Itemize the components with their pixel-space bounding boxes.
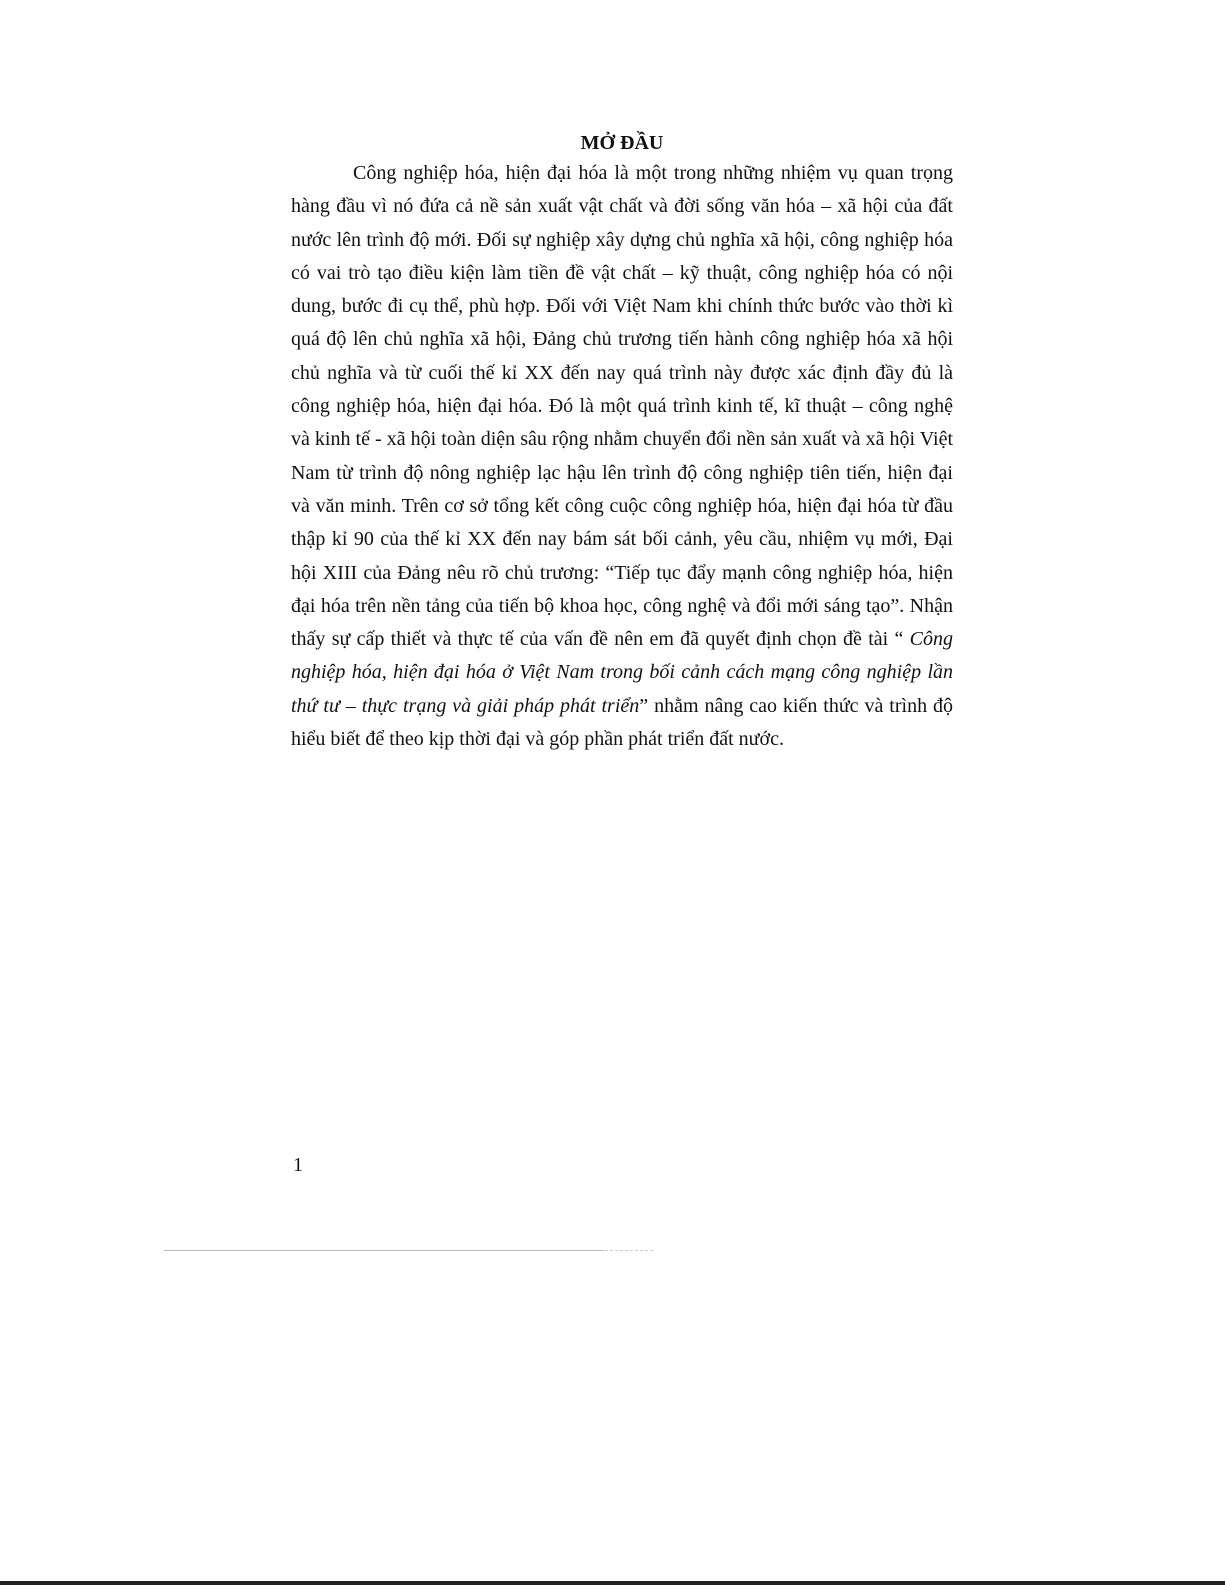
page-bottom-edge	[0, 1581, 1225, 1585]
body-paragraph	[291, 157, 953, 756]
paragraph-italic-topic: Công nghiệp hóa, hiện đại hóa ở Việt Nam trong bối cảnh cách mạng công nghiệp lần thứ tư – thực trạng và giải pháp phát triển	[291, 628, 953, 717]
document-title: MỞ ĐẦU	[580, 132, 664, 154]
footer-divider	[164, 1250, 604, 1251]
page-number: 1	[293, 1154, 303, 1176]
footer-divider-dashed	[605, 1250, 653, 1251]
paragraph-text-start: Công nghiệp hóa, hiện đại hóa là một trong những nhiệm vụ quan trọng hàng đầu vì nó đứa cả nề sản xuất vật chất và đời sống văn hóa – xã hội của đất nước lên trình độ mới. Đối sự nghiệp xây dựng chủ nghĩa xã hội, công nghiệp hóa có vai trò tạo điều kiện làm tiền đề vật chất – kỹ thuật, công nghiệp hóa có nội dung, bước đi cụ thể, phù hợp. Đối với Việt Nam khi chính thức bước vào thời kì quá độ lên chủ nghĩa xã hội, Đảng chủ trương tiến hành công nghiệp hóa xã hội chủ nghĩa và từ cuối thế kỉ XX đến nay quá trình này được xác định đầy đủ là công nghiệp hóa, hiện đại hóa. Đó là một quá trình kinh tế, kĩ thuật – công nghệ và kinh tế - xã hội toàn diện sâu rộng nhằm chuyển đổi nền sản xuất và xã hội Việt Nam từ trình độ nông nghiệp lạc hậu lên trình độ công nghiệp tiên tiến, hiện đại và văn minh. Trên cơ sở tổng kết công cuộc công nghiệp hóa, hiện đại hóa từ đầu thập kỉ 90 của thế kỉ XX đến nay bám sát bối cảnh, yêu cầu, nhiệm vụ mới, Đại hội XIII của Đảng nêu rõ chủ trương: “Tiếp tục đẩy mạnh công nghiệp hóa, hiện đại hóa trên nền tảng của tiến bộ khoa học, công nghệ và đổi mới sáng tạo”. Nhận thấy sự cấp thiết và thực tế của vấn đề nên em đã quyết định chọn đề tài “	[291, 162, 953, 651]
paragraph-text-end: ” nhằm nâng cao kiến thức và trình độ hiểu biết để theo kịp thời đại và góp phần phát triển đất nước.	[291, 694, 953, 751]
